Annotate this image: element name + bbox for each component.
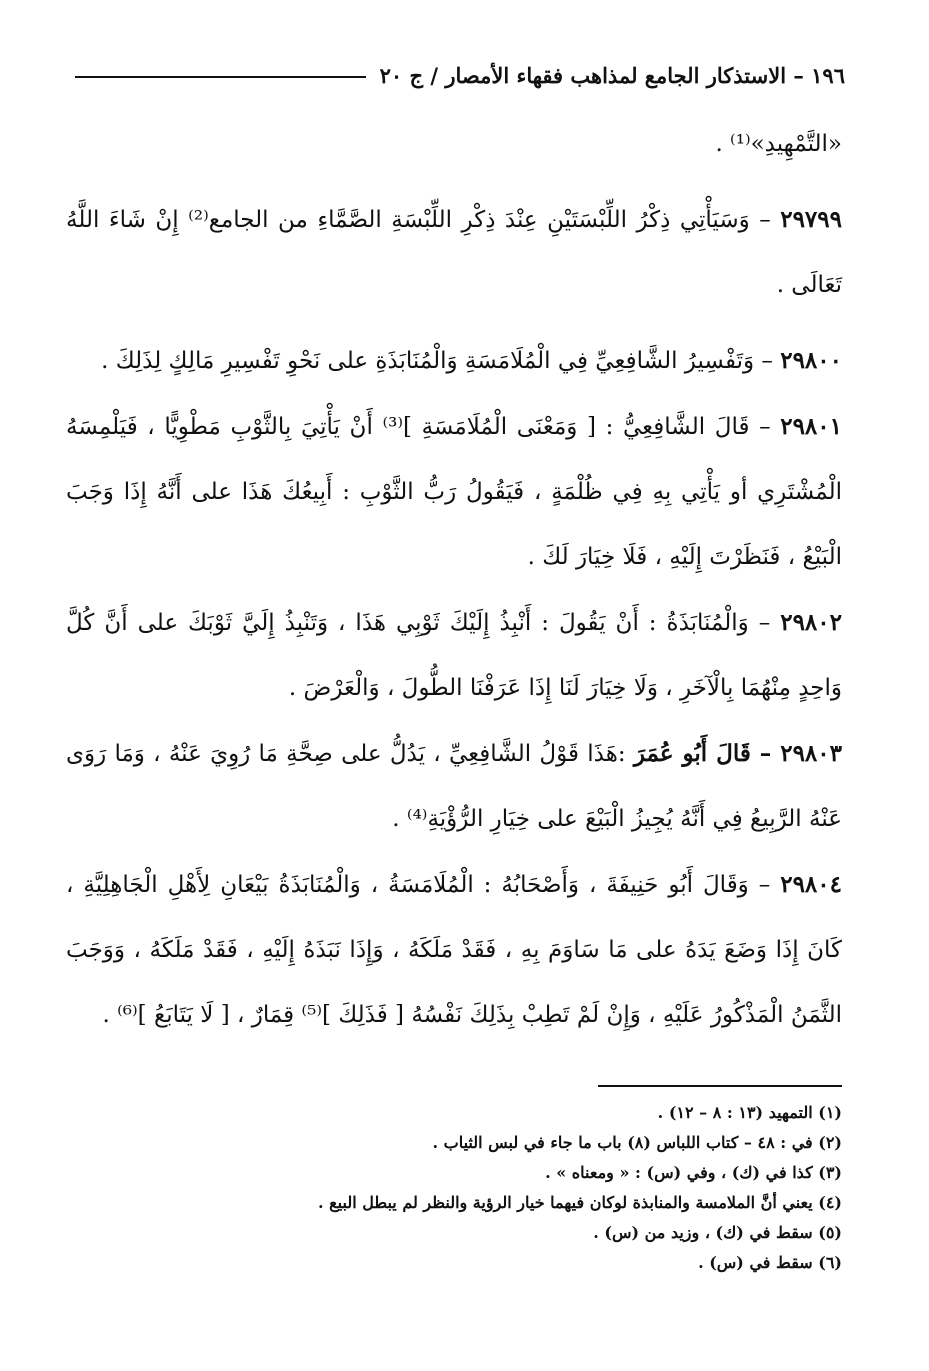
paragraph-number: ٢٩٨٠٣ [780,740,842,767]
paragraph-text: «التَّمْهِيدِ»⁽¹⁾ . [715,131,842,157]
footnote: (٣) كذا في (ك) ، وفي (س) : « ومعناه » . [545,1163,842,1182]
paragraph [66,187,842,318]
paragraph-number: ٢٩٨٠٤ [780,871,842,898]
paragraph-number: ٢٩٧٩٩ [780,206,842,233]
paragraph [66,852,842,1048]
main-text [66,112,842,1048]
footnote: (٦) سقط في (س) . [698,1253,842,1272]
header-rule [75,76,366,78]
paragraph [66,721,842,852]
footnote: (٢) في : ٤٨ – كتاب اللباس (٨) باب ما جاء في لبس الثياب . [432,1133,842,1152]
running-header [75,58,845,92]
footnote: (١) التمهيد (١٣ : ٨ – ١٢) . [657,1103,842,1122]
paragraph-text: – وَقَالَ أَبُو حَنِيفَةَ ، وَأَصْحَابُهُ : الْمُلَامَسَةُ ، وَالْمُنَابَذَةُ بَيْعَانِ لِأَهْلِ الْجَاهِلِيَّةِ ، كَانَ إِذَا وَضَعَ يَدَهُ على مَا سَاوَمَ بِهِ ، فَقَدْ مَلَكَهُ ، وَإِذَا نَبَذَهُ إِلَيْهِ ، فَقَدْ مَلَكَهُ ، وَوَجَبَ الثَّمَنُ الْمَذْكُورُ عَلَيْهِ ، وَإِنْ لَمْ تَطِبْ بِذَلِكَ نَفْسُهُ [ فَذَلِكَ ]⁽⁵⁾ قِمَارٌ ، [ لَا يَتَابَعُ ]⁽⁶⁾ . [66,872,842,1028]
footnotes [190,1098,842,1278]
footnote: (٥) سقط في (ك) ، وزيد من (س) . [593,1223,842,1242]
footnote-separator [598,1085,842,1087]
paragraph-text: :هَذَا قَوْلُ الشَّافِعِيِّ ، يَدُلُّ على صِحَّةِ مَا رُوِيَ عَنْهُ ، وَمَا رَوَى عَنْهُ الرَّبِيعُ فِي أَنَّهُ يُجِيزُ الْبَيْعَ على خِيَارِ الرُّؤْيَةِ⁽⁴⁾ . [66,741,842,832]
paragraph-number: ٢٩٨٠٢ [780,609,842,636]
paragraph [66,112,842,177]
footnote: (٤) يعني أنَّ الملامسة والمنابذة لوكان فيهما خيار الرؤية والنظر لم يبطل البيع . [318,1193,842,1212]
paragraph-number: ٢٩٨٠١ [780,413,842,440]
paragraph-text: – وَسَيَأْتِي ذِكْرُ اللِّبْسَتَيْنِ عِنْدَ ذِكْرِ اللِّبْسَةِ الصَّمَّاءِ من الجامع⁽²⁾ إِنْ شَاءَ اللَّهُ تَعَالَى . [66,207,842,298]
paragraph [66,590,842,721]
paragraph [66,328,842,394]
paragraph-number: ٢٩٨٠٠ [780,347,842,374]
header-title: ١٩٦ – الاستذكار الجامع لمذاهب فقهاء الأمصار / ج ٢٠ [379,62,845,88]
paragraph-text: – قَالَ الشَّافِعِيُّ : [ وَمَعْنَى الْمُلَامَسَةِ ]⁽³⁾ أَنْ يَأْتِيَ بِالثَّوْبِ مَطْوِيًّا ، فَيَلْمِسَهُ الْمُشْتَرِي أو يَأْتِي بِهِ فِي ظُلْمَةٍ ، فَيَقُولُ رَبُّ الثَّوْبِ : أَبِيعُكَ هَذَا على أَنَّهُ إِذَا وَجَبَ الْبَيْعُ ، فَنَظَرْتَ إِلَيْهِ ، فَلَا خِيَارَ لَكَ . [66,414,842,570]
paragraph-text: – وَتَفْسِيرُ الشَّافِعِيِّ فِي الْمُلَامَسَةِ وَالْمُنَابَذَةِ على نَحْوِ تَفْسِيرِ مَالِكٍ لِذَلِكَ . [101,348,781,374]
speaker-label: – قَالَ أَبُو عُمَرَ [633,740,781,767]
paragraph [66,394,842,590]
paragraph-text: – وَالْمُنَابَذَةُ : أَنْ يَقُولَ : أَنْبِذُ إِلَيْكَ ثَوْبِي هَذَا ، وَتَنْبِذُ إِلَيَّ ثَوْبَكَ على أَنَّ كُلَّ وَاحِدٍ مِنْهُمَا بِالْآخَرِ ، وَلَا خِيَارَ لَنَا إِذَا عَرَفْنَا الطُّولَ ، وَالْعَرْضَ . [66,610,842,701]
